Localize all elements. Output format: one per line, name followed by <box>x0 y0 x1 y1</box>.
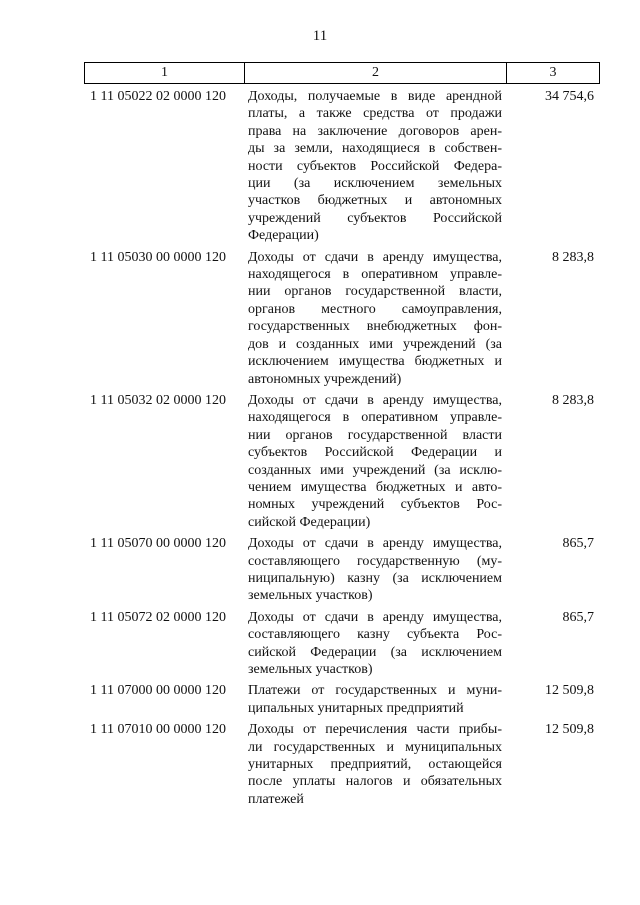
income-code: 1 11 07010 00 0000 120 <box>90 722 226 738</box>
description-line: автономных учреждений) <box>248 371 402 387</box>
description-line: Доходы от сдачи в аренду имущества, <box>248 249 502 265</box>
description-line: платы, а также средства от продажи <box>248 106 502 122</box>
description-line: права на заключение договоров арен- <box>248 123 502 139</box>
income-description <box>244 682 506 717</box>
description-line: ниципальную) казну (за исключением <box>248 570 502 586</box>
description-line: Доходы, получаемые в виде арендной <box>248 89 502 104</box>
description-line: унитарных предприятий, остающейся <box>248 757 502 773</box>
description-line: Платежи от государственных и муни- <box>248 683 502 699</box>
income-amount: 8 283,8 <box>552 392 594 408</box>
description-line: органов местного самоуправления, <box>248 301 502 317</box>
description-line: находящегося в оперативном управле- <box>248 267 502 283</box>
income-code: 1 11 07000 00 0000 120 <box>90 683 226 699</box>
description-line: сийской Федерации) <box>248 514 371 530</box>
description-line: дов и созданных ими учреждений (за <box>248 336 502 352</box>
column-header-2: 2 <box>245 63 507 83</box>
description-line: исключением имущества бюджетных и <box>248 354 502 370</box>
description-line: ды за земли, находящиеся в собствен- <box>248 141 502 157</box>
income-amount: 865,7 <box>562 536 594 552</box>
description-line: земельных участков) <box>248 662 373 677</box>
table-row <box>84 721 600 808</box>
income-code: 1 11 05032 02 0000 120 <box>90 392 226 408</box>
income-code: 1 11 05070 00 0000 120 <box>90 536 226 552</box>
income-amount: 12 509,8 <box>545 683 594 699</box>
description-line: составляющего государственную (му- <box>248 553 502 569</box>
description-line: учреждений субъектов Российской <box>248 210 502 226</box>
column-header-3: 3 <box>549 65 557 80</box>
income-amount: 12 509,8 <box>545 722 594 738</box>
description-line: сийской Федерации (за исключением <box>248 644 502 660</box>
description-line: Доходы от сдачи в аренду имущества, <box>248 536 502 552</box>
income-code: 1 11 05072 02 0000 120 <box>90 609 226 625</box>
description-line: находящегося в оперативном управле- <box>248 410 502 426</box>
income-description <box>244 535 506 605</box>
table-row <box>84 88 600 245</box>
description-line: ципальных унитарных предприятий <box>248 700 464 716</box>
description-line: номных учреждений субъектов Рос- <box>248 497 502 513</box>
income-description <box>244 392 506 531</box>
description-line: платежей <box>248 791 304 807</box>
table-row <box>84 535 600 605</box>
description-line: ции (за исключением земельных <box>248 176 502 192</box>
description-line: ли государственных и муниципальных <box>248 739 502 755</box>
income-amount: 34 754,6 <box>545 89 594 104</box>
income-description <box>244 609 506 679</box>
income-amount: 8 283,8 <box>552 249 594 265</box>
table-header <box>84 62 600 84</box>
description-line: после уплаты налогов и обязательных <box>248 774 502 790</box>
income-description <box>244 249 506 388</box>
income-amount: 865,7 <box>562 609 594 625</box>
table-row <box>84 392 600 531</box>
description-line: Доходы от перечисления части прибы- <box>248 722 502 738</box>
income-code: 1 11 05022 02 0000 120 <box>90 89 226 104</box>
description-line: ности субъектов Российской Федера- <box>248 158 502 174</box>
description-line: Доходы от сдачи в аренду имущества, <box>248 392 502 408</box>
table-row <box>84 249 600 388</box>
income-description <box>244 88 506 245</box>
description-line: субъектов Российской Федерации и <box>248 445 502 461</box>
description-line: нии органов государственной власти, <box>248 284 502 300</box>
income-description <box>244 721 506 808</box>
budget-table <box>84 62 600 808</box>
description-line: государственных внебюджетных фон- <box>248 319 502 335</box>
description-line: нии органов государственной власти <box>248 427 502 443</box>
column-header-1: 1 <box>85 63 245 83</box>
description-line: чением имущества бюджетных и авто- <box>248 479 502 495</box>
table-row <box>84 682 600 717</box>
description-line: созданных ими учреждений (за исклю- <box>248 462 502 478</box>
description-line: составляющего казну субъекта Рос- <box>248 627 502 643</box>
description-line: Доходы от сдачи в аренду имущества, <box>248 609 502 625</box>
table-row <box>84 609 600 679</box>
page-number: 11 <box>312 28 328 44</box>
description-line: Федерации) <box>248 228 319 244</box>
description-line: участков бюджетных и автономных <box>248 193 502 209</box>
income-code: 1 11 05030 00 0000 120 <box>90 249 226 265</box>
description-line: земельных участков) <box>248 588 373 604</box>
